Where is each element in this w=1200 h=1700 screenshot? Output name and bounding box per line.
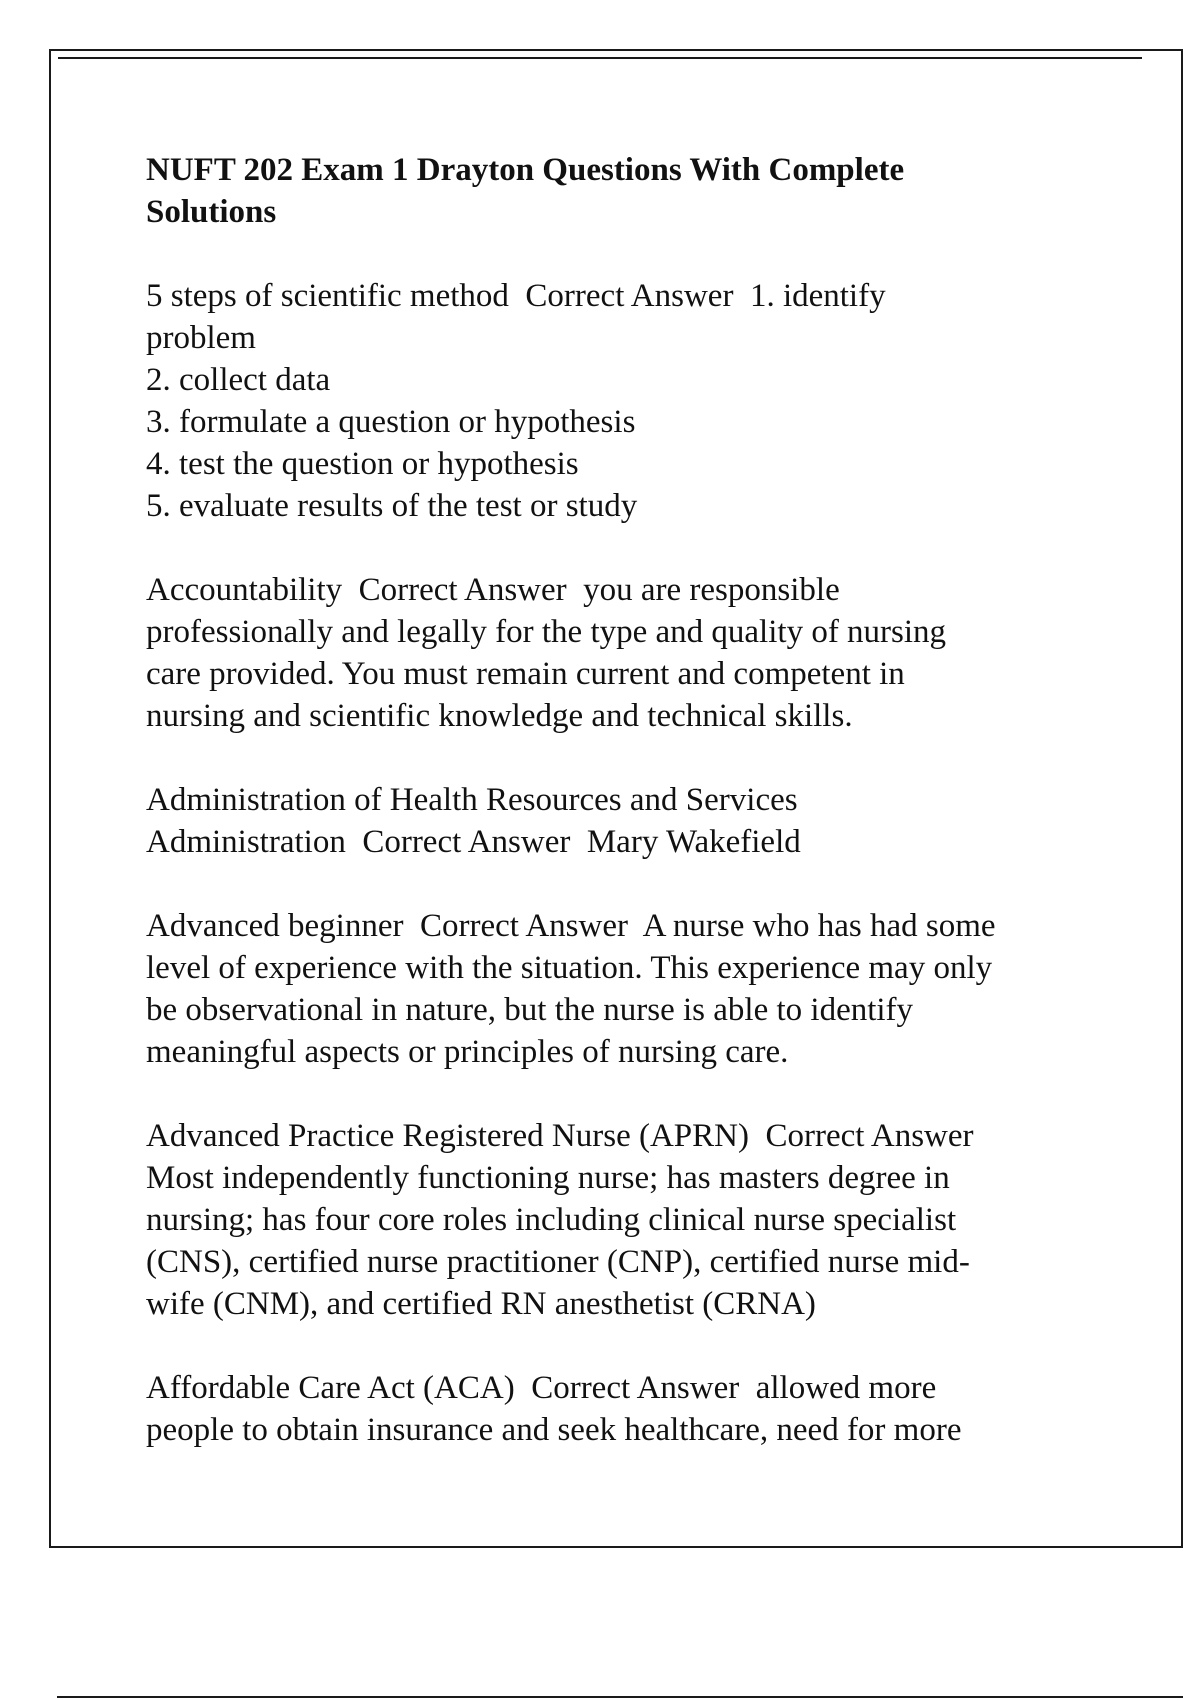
document-content [146, 149, 1146, 1493]
title-line: NUFT 202 Exam 1 Drayton Questions With Complete [146, 152, 905, 188]
qa-entry [146, 1367, 1146, 1451]
qa-entry [146, 1115, 1146, 1325]
entry-line: nursing; has four core roles including clinical nurse specialist [146, 1202, 957, 1238]
entry-line: wife (CNM), and certified RN anesthetist (CRNA) [146, 1286, 816, 1322]
entry-line: 5. evaluate results of the test or study [146, 488, 638, 524]
entry-line: Affordable Care Act (ACA) Correct Answer allowed more [146, 1370, 937, 1406]
qa-entry [146, 905, 1146, 1073]
entry-line: nursing and scientific knowledge and technical skills. [146, 698, 853, 734]
qa-entry [146, 275, 1146, 527]
entry-line: people to obtain insurance and seek healthcare, need for more [146, 1412, 962, 1448]
top-rule [58, 57, 1142, 59]
page-frame [49, 49, 1183, 1548]
entry-line: care provided. You must remain current and competent in [146, 656, 905, 692]
entry-line: professionally and legally for the type and quality of nursing [146, 614, 947, 650]
entry-line: 2. collect data [146, 362, 331, 398]
entry-line: meaningful aspects or principles of nursing care. [146, 1034, 789, 1070]
qa-entry [146, 569, 1146, 737]
entry-line: Advanced beginner Correct Answer A nurse who has had some [146, 908, 996, 944]
bottom-rule [57, 1696, 1183, 1698]
qa-entry [146, 779, 1146, 863]
entry-line: problem [146, 320, 256, 356]
title-line: Solutions [146, 194, 277, 230]
entry-line: Administration of Health Resources and Services [146, 782, 798, 818]
entry-line: Administration Correct Answer Mary Wakefield [146, 824, 801, 860]
entry-line: (CNS), certified nurse practitioner (CNP), certified nurse mid- [146, 1244, 970, 1280]
entry-line: level of experience with the situation. This experience may only [146, 950, 993, 986]
entry-line: Advanced Practice Registered Nurse (APRN) Correct Answer [146, 1118, 974, 1154]
entry-line: 4. test the question or hypothesis [146, 446, 579, 482]
entry-line: 5 steps of scientific method Correct Answer 1. identify [146, 278, 886, 314]
document-title [146, 149, 1006, 233]
entry-line: Accountability Correct Answer you are responsible [146, 572, 840, 608]
entry-line: Most independently functioning nurse; has masters degree in [146, 1160, 950, 1196]
entry-line: be observational in nature, but the nurse is able to identify [146, 992, 914, 1028]
entry-line: 3. formulate a question or hypothesis [146, 404, 636, 440]
